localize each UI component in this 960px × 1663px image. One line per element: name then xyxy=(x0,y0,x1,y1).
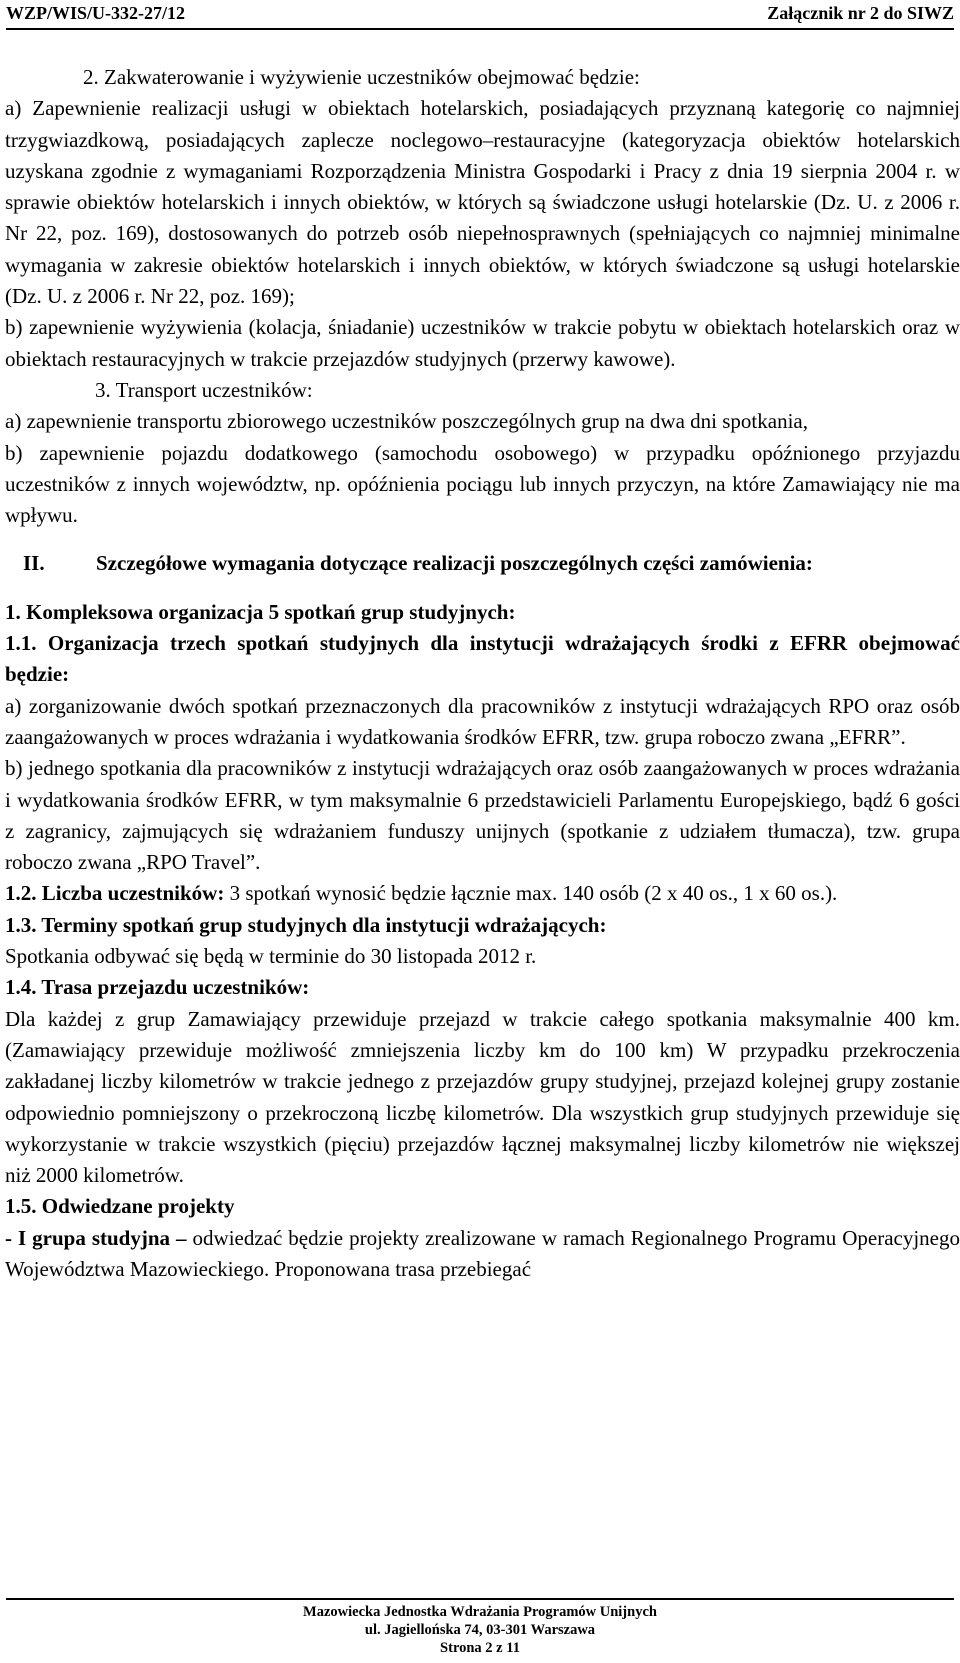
document-body xyxy=(5,62,960,1285)
footer-address: ul. Jagiellońska 74, 03-301 Warszawa xyxy=(364,1622,596,1638)
page-header xyxy=(6,2,954,30)
paragraph-transport-b: b) zapewnienie pojazdu dodatkowego (samochodu osobowego) w przypadku opóźnionego przyjazdu uczestników z innych województw, np. opóźnienia pociągu lub innych przyczyn, na które Zamawiający nie ma wpływu. xyxy=(5,440,960,528)
paragraph-1-3: Spotkania odbywać się będą w terminie do 30 listopada 2012 r. xyxy=(5,944,537,969)
heading-1-4-text: 1.4. Trasa przejazdu uczestników: xyxy=(5,975,310,1000)
paragraph-1-1-a: a) zorganizowanie dwóch spotkań przeznaczonych dla pracowników z instytucji wdrażających RPO oraz osób zaangażowanych w proces wdrażania i wydatkowania środków EFRR, tzw. grupa roboczo zwana „EFRR”. xyxy=(5,693,960,749)
footer-page-number: Strona 2 z 11 xyxy=(440,1640,520,1656)
group-label: - I grupa studyjna – xyxy=(5,1225,187,1250)
paragraph-accommodation-a: a) Zapewnienie realizacji usługi w obiektach hotelarskich, posiadających przyznaną kategorię co najmniej trzygwiazdkową, posiadających zaplecze noclegowo–restauracyjne (kategoryzacja obiektów hotelarskich uzyskana zgodnie z wymaganiami Rozporządzenia Ministra Gospodarki i Pracy z dnia 19 sierpnia 2004 r. w sprawie obiektów hotelarskich i innych obiektów, w których są świadczone usługi hotelarskie (Dz. U. z 2006 r. Nr 22, poz. 169), dostosowanych do potrzeb osób niepełnosprawnych (spełniających co najmniej minimalne wymagania w zakresie obiektów hotelarskich i innych obiektów, w których świadczone są usługi hotelarskie (Dz. U. z 2006 r. Nr 22, poz. 169); xyxy=(5,96,960,309)
paragraph-accommodation-b: b) zapewnienie wyżywienia (kolacja, śniadanie) uczestników w trakcie pobytu w obiektach hotelarskich oraz w obiektach restauracyjnych w trakcie przejazdów studyjnych (przerwy kawowe). xyxy=(5,315,960,371)
heading-1 xyxy=(5,597,960,628)
document-reference: WZP/WIS/U-332-27/12 xyxy=(6,3,186,23)
heading-1-3 xyxy=(5,910,960,941)
section-ii-number: II. xyxy=(23,551,45,576)
paragraph-1-5 xyxy=(5,1223,960,1286)
paragraph-1-4: Dla każdej z grup Zamawiający przewiduje przejazd w trakcie całego spotkania maksymalnie 400 km. (Zamawiający przewiduje możliwość zmniejszenia liczby km do 100 km) W przypadku przekroczenia zakładanej liczby kilometrów w trakcie jednego z przejazdów grupy studyjnej, przejazd kolejnej grupy zostanie odpowiednio pomniejszony o przekroczoną liczbę kilometrów. Dla wszystkich grup studyjnych przewiduje się wykorzystanie w trakcie wszystkich (pięciu) przejazdów łącznej maksymalnej liczby kilometrów nie większej niż 2000 kilometrów. xyxy=(5,1006,960,1188)
heading-1-1-text: 1.1. Organizacja trzech spotkań studyjnych dla instytucji wdrażających środki z EFRR obejmować będzie: xyxy=(5,631,960,687)
heading-1-1 xyxy=(5,628,960,691)
paragraph-transport-a: a) zapewnienie transportu zbiorowego uczestników poszczególnych grup na dwa dni spotkania, xyxy=(5,409,808,434)
paragraph-1-1-b: b) jednego spotkania dla pracowników z instytucji wdrażających oraz osób zaangażowanych w proces wdrażania i wydatkowania środków EFRR, w tym maksymalnie 6 przedstawicieli Parlamentu Europejskiego, bądź 6 gości z zagranicy, zajmujących się wdrażaniem funduszy unijnych (spotkanie z udziałem tłumacza), tzw. grupa roboczo zwana „RPO Travel”. xyxy=(5,756,960,875)
paragraph-1-2 xyxy=(5,878,960,909)
section-ii-heading xyxy=(5,548,960,579)
heading-1-3-text: 1.3. Terminy spotkań grup studyjnych dla instytucji wdrażających: xyxy=(5,912,607,937)
paragraph-transport-heading: 3. Transport uczestników: xyxy=(95,377,313,402)
page-footer xyxy=(6,1598,954,1663)
paragraph-accommodation-heading: 2. Zakwaterowanie i wyżywienie uczestników obejmować będzie: xyxy=(83,65,640,89)
attachment-label: Załącznik nr 2 do SIWZ xyxy=(767,3,954,23)
footer-organization: Mazowiecka Jednostka Wdrażania Programów Unijnych xyxy=(303,1604,657,1620)
heading-1-4 xyxy=(5,972,960,1003)
heading-1-text: 1. Kompleksowa organizacja 5 spotkań grup studyjnych: xyxy=(5,599,516,624)
heading-1-5 xyxy=(5,1191,960,1222)
group-description: odwiedzać będzie projekty zrealizowane w ramach Regionalnego Programu Operacyjnego Województwa Mazowieckiego. Proponowana trasa przebiegać xyxy=(5,1225,960,1281)
heading-1-2-label: 1.2. Liczba uczestników: xyxy=(5,881,225,906)
heading-1-5-text: 1.5. Odwiedzane projekty xyxy=(5,1194,235,1219)
section-ii-title: Szczegółowe wymagania dotyczące realizacji poszczególnych części zamówienia: xyxy=(96,551,813,576)
heading-1-2-text: 3 spotkań wynosić będzie łącznie max. 140 osób (2 x 40 os., 1 x 60 os.). xyxy=(224,881,838,906)
